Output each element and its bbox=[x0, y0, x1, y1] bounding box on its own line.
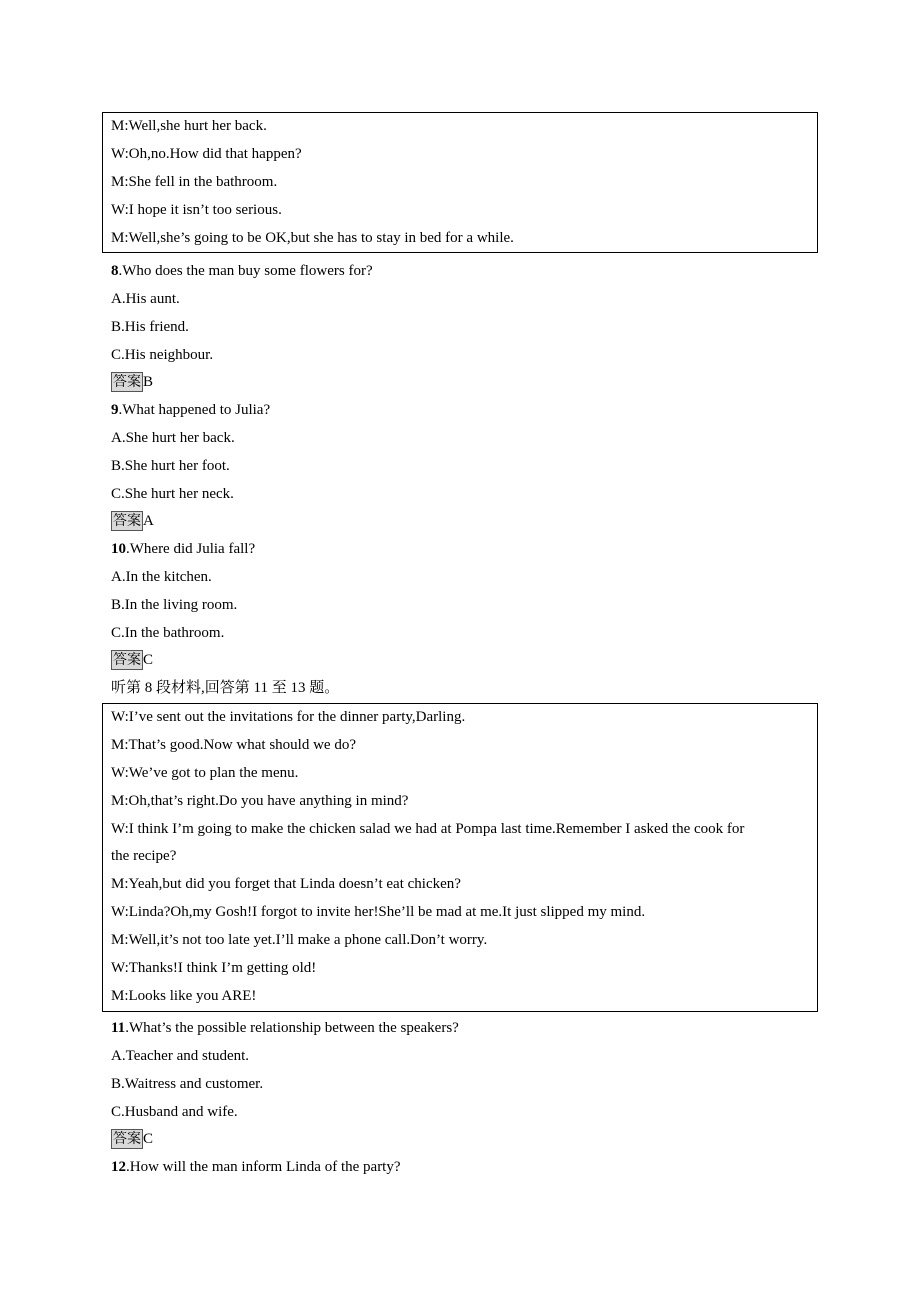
answer-label: 答案 bbox=[113, 1131, 141, 1147]
dialogue-line: W:I think I’m going to make the chicken salad we had at Pompa last time.Remember I asked the cook for bbox=[111, 820, 745, 837]
answer-label: 答案 bbox=[113, 513, 141, 529]
option: B.In the living room. bbox=[111, 597, 238, 613]
dialogue-line: W:I’ve sent out the invitations for the dinner party,Darling. bbox=[111, 709, 466, 725]
dialogue-line: M:Oh,that’s right.Do you have anything in mind? bbox=[111, 792, 409, 809]
answer-label: 答案 bbox=[113, 652, 141, 668]
dialogue-line: W:Thanks!I think I’m getting old! bbox=[111, 960, 317, 977]
option: B.His friend. bbox=[111, 319, 189, 335]
dialogue-box-2 bbox=[102, 703, 818, 1012]
option: B.She hurt her foot. bbox=[111, 458, 230, 474]
dialogue-line: W:Oh,no.How did that happen? bbox=[111, 145, 302, 162]
option: B.Waitress and customer. bbox=[111, 1076, 264, 1092]
answer-8: 答案 B bbox=[113, 374, 154, 390]
answer-11: 答案 C bbox=[113, 1131, 154, 1147]
question-11: 11.What’s the possible relationship between the speakers? bbox=[111, 1020, 459, 1036]
section-instruction: 听第 8 段材料,回答第 11 至 13 题。 bbox=[111, 680, 340, 696]
option: C.His neighbour. bbox=[111, 347, 214, 363]
dialogue-line: M:Looks like you ARE! bbox=[111, 987, 257, 1004]
option: A.Teacher and student. bbox=[111, 1048, 250, 1064]
option: C.Husband and wife. bbox=[111, 1104, 238, 1120]
dialogue-line: W:We’ve got to plan the menu. bbox=[111, 764, 299, 781]
question-10: 10.Where did Julia fall? bbox=[111, 541, 256, 557]
option: A.She hurt her back. bbox=[111, 430, 235, 446]
dialogue-line: M:Well,she hurt her back. bbox=[111, 118, 267, 134]
dialogue-line: M:She fell in the bathroom. bbox=[111, 173, 278, 190]
dialogue-line: M:Well,it’s not too late yet.I’ll make a phone call.Don’t worry. bbox=[111, 932, 488, 949]
dialogue-line: W:Linda?Oh,my Gosh!I forgot to invite her!She’ll be mad at me.It just slipped my mind. bbox=[111, 904, 646, 921]
dialogue-line: M:Yeah,but did you forget that Linda doesn’t eat chicken? bbox=[111, 876, 461, 893]
answer-9: 答案 A bbox=[113, 513, 154, 529]
question-12: 12.How will the man inform Linda of the party? bbox=[111, 1159, 401, 1175]
option: C.In the bathroom. bbox=[111, 625, 225, 641]
answer-label: 答案 bbox=[113, 374, 141, 390]
dialogue-line: the recipe? bbox=[111, 848, 177, 865]
question-9: 9.What happened to Julia? bbox=[111, 402, 271, 418]
dialogue-box-1 bbox=[102, 112, 818, 253]
option: A.In the kitchen. bbox=[111, 569, 212, 585]
answer-10: 答案 C bbox=[113, 652, 154, 668]
option: A.His aunt. bbox=[111, 291, 180, 307]
dialogue-line: M:That’s good.Now what should we do? bbox=[111, 736, 356, 753]
dialogue-line: W:I hope it isn’t too serious. bbox=[111, 201, 282, 218]
option: C.She hurt her neck. bbox=[111, 486, 234, 502]
question-8: 8.Who does the man buy some flowers for? bbox=[111, 263, 373, 279]
dialogue-line: M:Well,she’s going to be OK,but she has to stay in bed for a while. bbox=[111, 229, 514, 246]
